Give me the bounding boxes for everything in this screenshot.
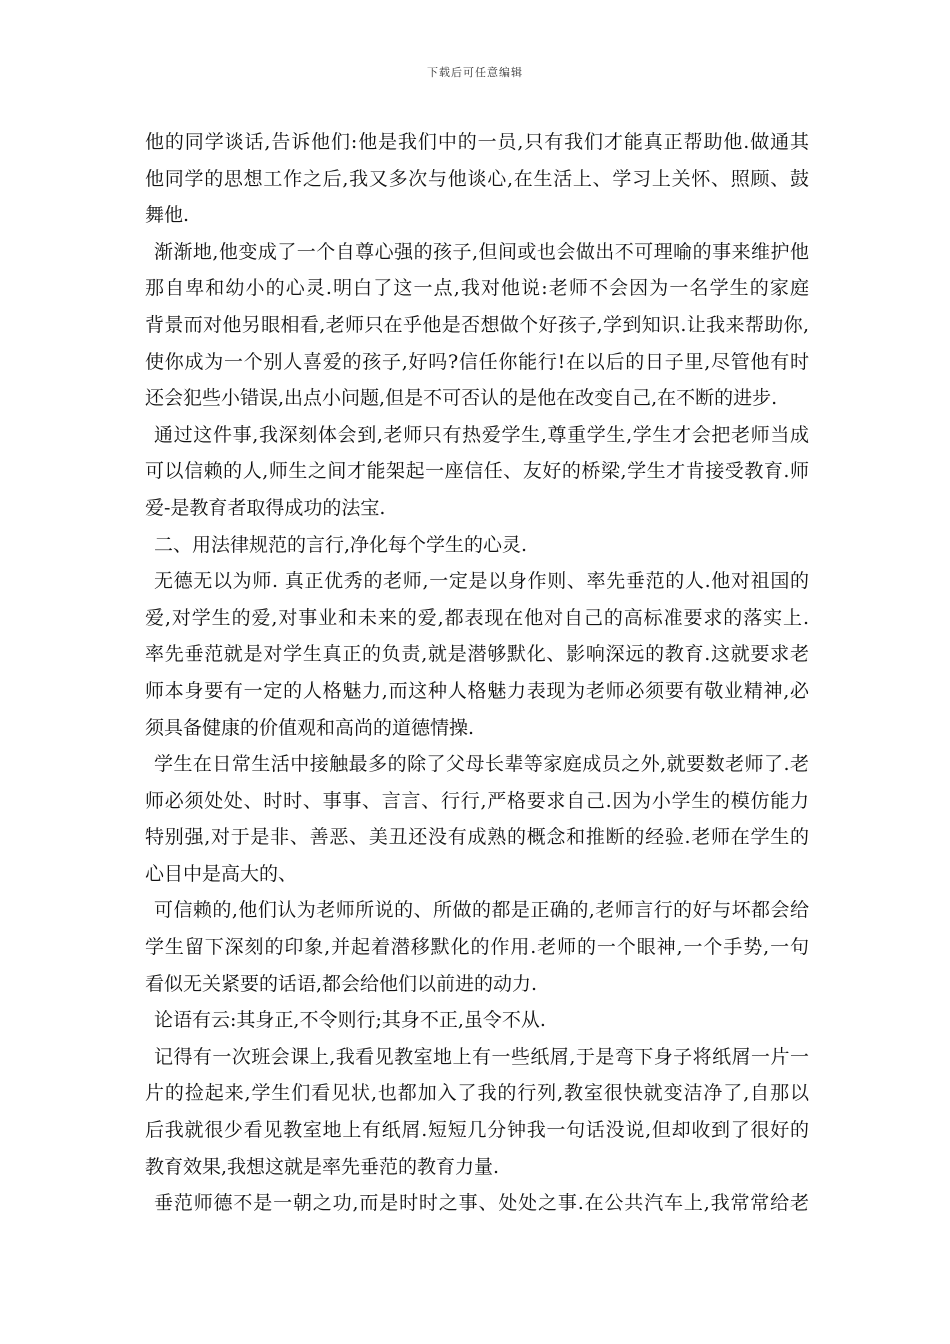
document-body <box>145 124 809 1222</box>
text-line: 率先垂范就是对学生真正的负责,就是潜够默化、影响深远的教育.这就要求老 <box>145 643 809 666</box>
text-line: 学生留下深刻的印象,并起着潜移默化的作用.老师的一个眼神,一个手势,一句 <box>145 936 809 959</box>
text-line: 通过这件事,我深刻体会到,老师只有热爱学生,尊重学生,学生才会把老师当成 <box>154 423 809 446</box>
text-line: 师必须处处、时时、事事、言言、行行,严格要求自己.因为小学生的模仿能力 <box>145 789 809 812</box>
page-header: 下载后可任意编辑 <box>427 66 523 79</box>
text-line: 爱,对学生的爱,对事业和未来的爱,都表现在他对自己的高标准要求的落实上. <box>145 606 809 629</box>
text-line: 记得有一次班会课上,我看见教室地上有一些纸屑,于是弯下身子将纸屑一片一 <box>154 1045 809 1068</box>
text-line: 师本身要有一定的人格魅力,而这种人格魅力表现为老师必须要有敬业精神,必 <box>145 679 809 702</box>
text-line: 无德无以为师. 真正优秀的老师,一定是以身作则、率先垂范的人.他对祖国的 <box>154 570 809 593</box>
text-line: 可信赖的,他们认为老师所说的、所做的都是正确的,老师言行的好与坏都会给 <box>154 899 809 922</box>
text-line: 特别强,对于是非、善恶、美丑还没有成熟的概念和推断的经验.老师在学生的 <box>145 826 809 849</box>
quote-line: 论语有云:其身正,不令则行;其身不正,虽令不从. <box>154 1009 546 1032</box>
text-line: 那自卑和幼小的心灵.明白了这一点,我对他说:老师不会因为一名学生的家庭 <box>145 277 809 300</box>
text-line: 须具备健康的价值观和高尚的道德情操. <box>145 716 475 739</box>
text-line: 后我就很少看见教室地上有纸屑.短短几分钟我一句话没说,但却收到了很好的 <box>145 1119 809 1142</box>
text-line: 看似无关紧要的话语,都会给他们以前进的动力. <box>145 972 538 995</box>
text-line: 渐渐地,他变成了一个自尊心强的孩子,但间或也会做出不可理喻的事来维护他 <box>154 240 809 263</box>
text-line: 背景而对他另眼相看,老师只在乎他是否想做个好孩子,学到知识.让我来帮助你, <box>145 313 809 336</box>
text-line: 爱-是教育者取得成功的法宝. <box>145 496 386 519</box>
text-line: 教育效果,我想这就是率先垂范的教育力量. <box>145 1155 500 1178</box>
text-line: 还会犯些小错误,出点小问题,但是不可否认的是他在改变自己,在不断的进步. <box>145 387 778 410</box>
section-heading: 二、用法律规范的言行,净化每个学生的心灵. <box>154 533 528 556</box>
text-line: 可以信赖的人,师生之间才能架起一座信任、友好的桥梁,学生才肯接受教育.师 <box>145 460 809 483</box>
text-line: 垂范师德不是一朝之功,而是时时之事、处处之事.在公共汽车上,我常常给老 <box>154 1192 809 1215</box>
text-line: 片的捡起来,学生们看见状,也都加入了我的行列,教室很快就变洁净了,自那以 <box>145 1082 809 1105</box>
text-line: 使你成为一个别人喜爱的孩子,好吗?信任你能行!在以后的日子里,尽管他有时 <box>145 350 809 373</box>
text-line: 学生在日常生活中接触最多的除了父母长辈等家庭成员之外,就要数老师了.老 <box>154 753 809 776</box>
text-line: 他同学的思想工作之后,我又多次与他谈心,在生活上、学习上关怀、照顾、鼓 <box>145 167 809 190</box>
text-line: 心目中是高大的、 <box>145 862 298 885</box>
text-line: 他的同学谈话,告诉他们:他是我们中的一员,只有我们才能真正帮助他.做通其 <box>145 131 809 153</box>
text-line: 舞他. <box>145 204 190 227</box>
